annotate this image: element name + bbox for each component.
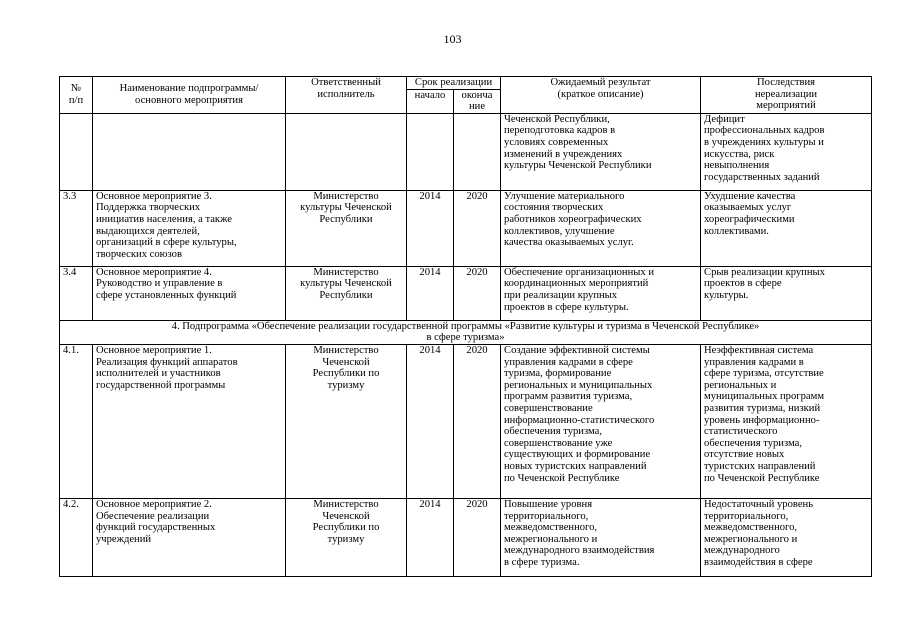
table-row <box>60 113 872 190</box>
cell-end <box>454 113 501 190</box>
cell-result: Обеспечение организационных и координационных мероприятий при реализации крупных проектов в сфере культуры. <box>501 266 701 320</box>
cell-name: Основное мероприятие 1. Реализация функций аппаратов исполнителей и участников государственной программы <box>93 344 286 498</box>
measures-table <box>59 76 872 577</box>
table-row <box>60 266 872 320</box>
cell-consequences: Дефицит профессиональных кадров в учреждениях культуры и искусства, риск невыполнения государственных заданий <box>701 113 872 190</box>
cell-end: 2020 <box>454 190 501 266</box>
cell-end: 2020 <box>454 498 501 576</box>
cell-num: 3.4 <box>60 266 93 320</box>
header-num: № п/п <box>60 77 93 114</box>
cell-name: Основное мероприятие 3. Поддержка творческих инициатив населения, а также выдающихся деятелей, организаций в сфере культуры, творческих союзов <box>93 190 286 266</box>
cell-num: 3.3 <box>60 190 93 266</box>
cell-name: Основное мероприятие 2. Обеспечение реализации функций государственных учреждений <box>93 498 286 576</box>
page-number: 103 <box>443 32 462 46</box>
cell-start: 2014 <box>407 498 454 576</box>
cell-consequences: Неэффективная система управления кадрами в сфере туризма, отсутствие региональных и муниципальных программ развития туризма, низкий уровень информационно- статистического обеспечения туризма, отсутствие новых туристских направлений по Чеченской Республике <box>701 344 872 498</box>
cell-start: 2014 <box>407 344 454 498</box>
cell-start: 2014 <box>407 190 454 266</box>
cell-result: Повышение уровня территориального, межведомственного, межрегионального и международного взаимодействия в сфере туризма. <box>501 498 701 576</box>
cell-name: Основное мероприятие 4. Руководство и управление в сфере установленных функций <box>93 266 286 320</box>
cell-start <box>407 113 454 190</box>
header-result: Ожидаемый результат (краткое описание) <box>501 77 701 114</box>
cell-num: 4.1. <box>60 344 93 498</box>
cell-consequences: Недостаточный уровень территориального, межведомственного, межрегионального и международного взаимодействия в сфере <box>701 498 872 576</box>
cell-result: Чеченской Республики, переподготовка кадров в условиях современных изменений в учреждениях культуры Чеченской Республики <box>501 113 701 190</box>
header-end: оконча ние <box>454 89 501 113</box>
cell-result: Улучшение материального состояния творческих работников хореографических коллективов, улучшение качества оказываемых услуг. <box>501 190 701 266</box>
header-start: начало <box>407 89 454 113</box>
header-consequences: Последствия нереализации мероприятий <box>701 77 872 114</box>
cell-num: 4.2. <box>60 498 93 576</box>
header-period: Срок реализации <box>407 77 501 90</box>
cell-start: 2014 <box>407 266 454 320</box>
cell-executor <box>286 113 407 190</box>
header-name: Наименование подпрограммы/ основного мероприятия <box>93 77 286 114</box>
cell-end: 2020 <box>454 344 501 498</box>
table-row <box>60 190 872 266</box>
header-executor: Ответственный исполнитель <box>286 77 407 114</box>
cell-name <box>93 113 286 190</box>
cell-consequences: Ухудшение качества оказываемых услуг хореографическими коллективами. <box>701 190 872 266</box>
section-title: 4. Подпрограмма «Обеспечение реализации государственной программы «Развитие культуры и туризма в Чеченской Республике» в сфере туризма» <box>60 320 872 344</box>
cell-executor: Министерство Чеченской Республики по туризму <box>286 498 407 576</box>
cell-consequences: Срыв реализации крупных проектов в сфере культуры. <box>701 266 872 320</box>
table-row <box>60 498 872 576</box>
table-row <box>60 344 872 498</box>
cell-end: 2020 <box>454 266 501 320</box>
header-row <box>60 77 872 90</box>
cell-executor: Министерство Чеченской Республики по туризму <box>286 344 407 498</box>
cell-executor: Министерство культуры Чеченской Республики <box>286 266 407 320</box>
cell-result: Создание эффективной системы управления кадрами в сфере туризма, формирование региональных и муниципальных программ развития туризма, совершенствование информационно-статистического обеспечения туризма, совершенствование уже существующих и формирование новых туристских направлений по Чеченской Республике <box>501 344 701 498</box>
cell-executor: Министерство культуры Чеченской Республики <box>286 190 407 266</box>
section-row <box>60 320 872 344</box>
cell-num <box>60 113 93 190</box>
